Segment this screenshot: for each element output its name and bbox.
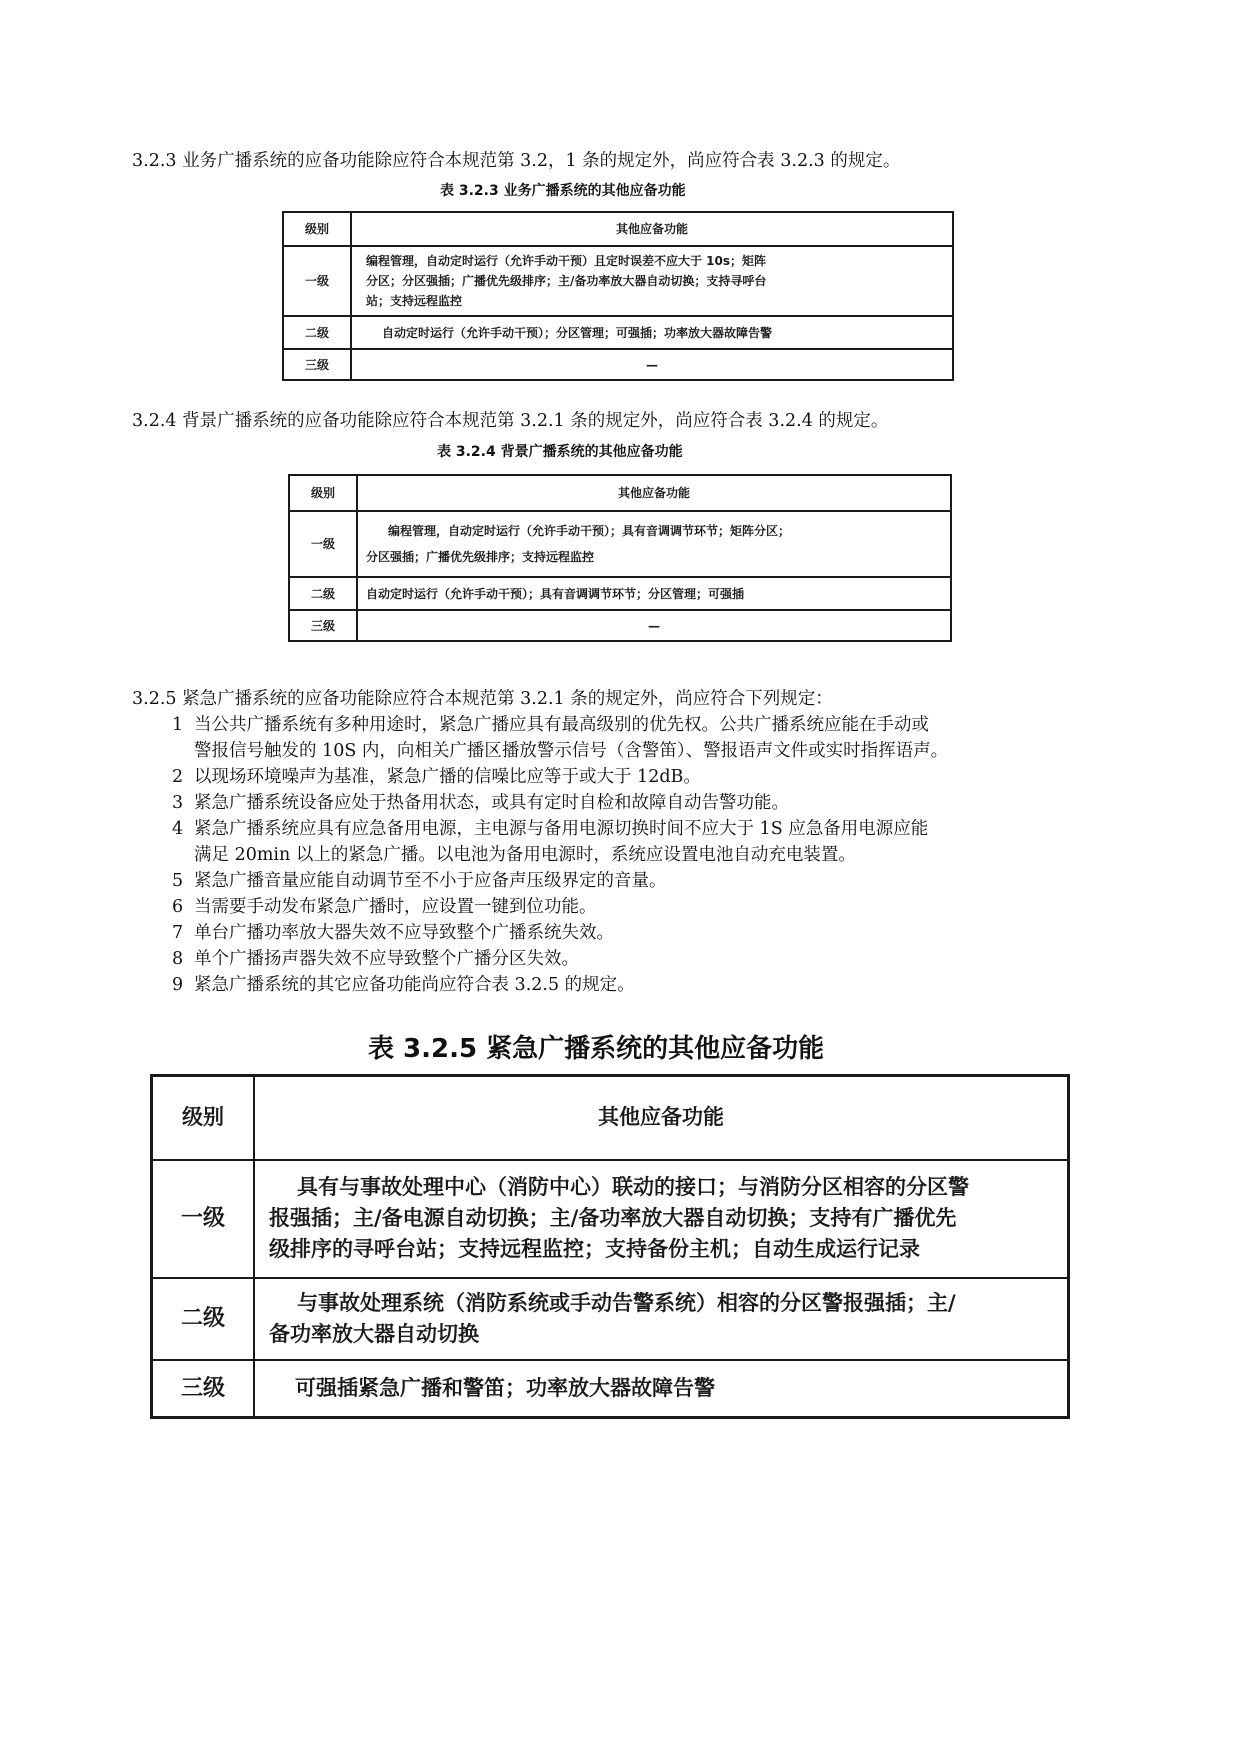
table-cell-function: 与事故处理系统（消防系统或手动告警系统）相容的分区警报强插；主/ 备功率放大器自动切换 xyxy=(254,1278,1069,1360)
list-item: 4 紧急广播系统应具有应急备用电源，主电源与备用电源切换时间不应大于 1S 应急备用电源应能 满足 20min 以上的紧急广播。以电池为备用电源时，系统应设置电池自动充电装置。 xyxy=(172,819,929,865)
clause-3-2-5: 3.2.5 紧急广播系统的应备功能除应符合本规范第 3.2.1 条的规定外，尚应符合下列规定： xyxy=(132,689,833,709)
table-cell-function: — xyxy=(357,610,951,641)
table-header-function: 其他应备功能 xyxy=(357,475,951,511)
list-item: 7 单台广播功率放大器失效不应导致整个广播系统失效。 xyxy=(172,923,614,943)
table-cell-function: 自动定时运行（允许手动干预）；分区管理；可强插；功率放大器故障告警 xyxy=(351,316,953,349)
table-header-level: 级别 xyxy=(283,212,351,246)
table-3-2-5 xyxy=(150,1074,1070,1419)
table-cell-function: — xyxy=(351,349,953,380)
table-cell-level: 二级 xyxy=(283,316,351,349)
table-cell-function: 自动定时运行（允许手动干预）；具有音调调节环节；分区管理；可强插 xyxy=(357,577,951,610)
table-cell-level: 一级 xyxy=(289,511,357,577)
table-row xyxy=(152,1360,1069,1418)
list-item: 9 紧急广播系统的其它应备功能尚应符合表 3.2.5 的规定。 xyxy=(172,975,635,995)
table-row xyxy=(152,1278,1069,1360)
table-cell-function: 可强插紧急广播和警笛；功率放大器故障告警 xyxy=(254,1360,1069,1418)
table-cell-level: 一级 xyxy=(283,246,351,316)
list-item: 6 当需要手动发布紧急广播时，应设置一键到位功能。 xyxy=(172,897,597,917)
table-row xyxy=(152,1160,1069,1278)
table-row xyxy=(283,316,953,349)
table-row xyxy=(289,610,951,641)
list-item: 5 紧急广播音量应能自动调节至不小于应备声压级界定的音量。 xyxy=(172,871,667,891)
clause-3-2-5-items xyxy=(172,712,948,998)
table-header-level: 级别 xyxy=(289,475,357,511)
clause-3-2-4: 3.2.4 背景广播系统的应备功能除应符合本规范第 3.2.1 条的规定外，尚应符合表 3.2.4 的规定。 xyxy=(132,411,889,431)
table-row xyxy=(283,349,953,380)
list-item: 2 以现场环境噪声为基准，紧急广播的信噪比应等于或大于 12dB。 xyxy=(172,767,701,787)
table-cell-function: 编程管理，自动定时运行（允许手动干预）且定时误差不应大于 10s；矩阵 分区；分区强插；广播优先级排序；主/备功率放大器自动切换；支持寻呼台 站；支持远程监控 xyxy=(351,246,953,316)
table-cell-level: 一级 xyxy=(152,1160,255,1278)
list-item: 1 当公共广播系统有多种用途时，紧急广播应具有最高级别的优先权。公共广播系统应能在手动或 警报信号触发的 10S 内，向相关广播区播放警示信号（含警笛）、警报语声文件或实时指挥语声。 xyxy=(172,715,949,761)
table-cell-function: 编程管理，自动定时运行（允许手动干预）；具有音调调节环节；矩阵分区； 分区强插；广播优先级排序；支持远程监控 xyxy=(357,511,951,577)
clause-3-2-3: 3.2.3 业务广播系统的应备功能除应符合本规范第 3.2，1 条的规定外，尚应符合表 3.2.3 的规定。 xyxy=(132,151,901,171)
table-cell-level: 三级 xyxy=(283,349,351,380)
table-row xyxy=(289,577,951,610)
table-3-2-3-caption: 表 3.2.3 业务广播系统的其他应备功能 xyxy=(440,183,686,199)
table-3-2-5-caption: 表 3.2.5 紧急广播系统的其他应备功能 xyxy=(368,1034,825,1064)
table-header-level: 级别 xyxy=(152,1076,255,1160)
list-item: 8 单个广播扬声器失效不应导致整个广播分区失效。 xyxy=(172,949,579,969)
table-cell-level: 三级 xyxy=(289,610,357,641)
table-3-2-3 xyxy=(282,211,954,381)
table-3-2-4 xyxy=(288,474,952,642)
table-row xyxy=(289,511,951,577)
table-header-function: 其他应备功能 xyxy=(254,1076,1069,1160)
table-cell-function: 具有与事故处理中心（消防中心）联动的接口；与消防分区相容的分区警 报强插；主/备电源自动切换；主/备功率放大器自动切换；支持有广播优先 级排序的寻呼台站；支持远程监控；支持备份主机；自动生成运行记录 xyxy=(254,1160,1069,1278)
table-header-function: 其他应备功能 xyxy=(351,212,953,246)
list-item: 3 紧急广播系统设备应处于热备用状态，或具有定时自检和故障自动告警功能。 xyxy=(172,793,789,813)
table-3-2-4-caption: 表 3.2.4 背景广播系统的其他应备功能 xyxy=(437,444,683,460)
table-cell-level: 三级 xyxy=(152,1360,255,1418)
table-cell-level: 二级 xyxy=(289,577,357,610)
table-row xyxy=(283,246,953,316)
table-cell-level: 二级 xyxy=(152,1278,255,1360)
